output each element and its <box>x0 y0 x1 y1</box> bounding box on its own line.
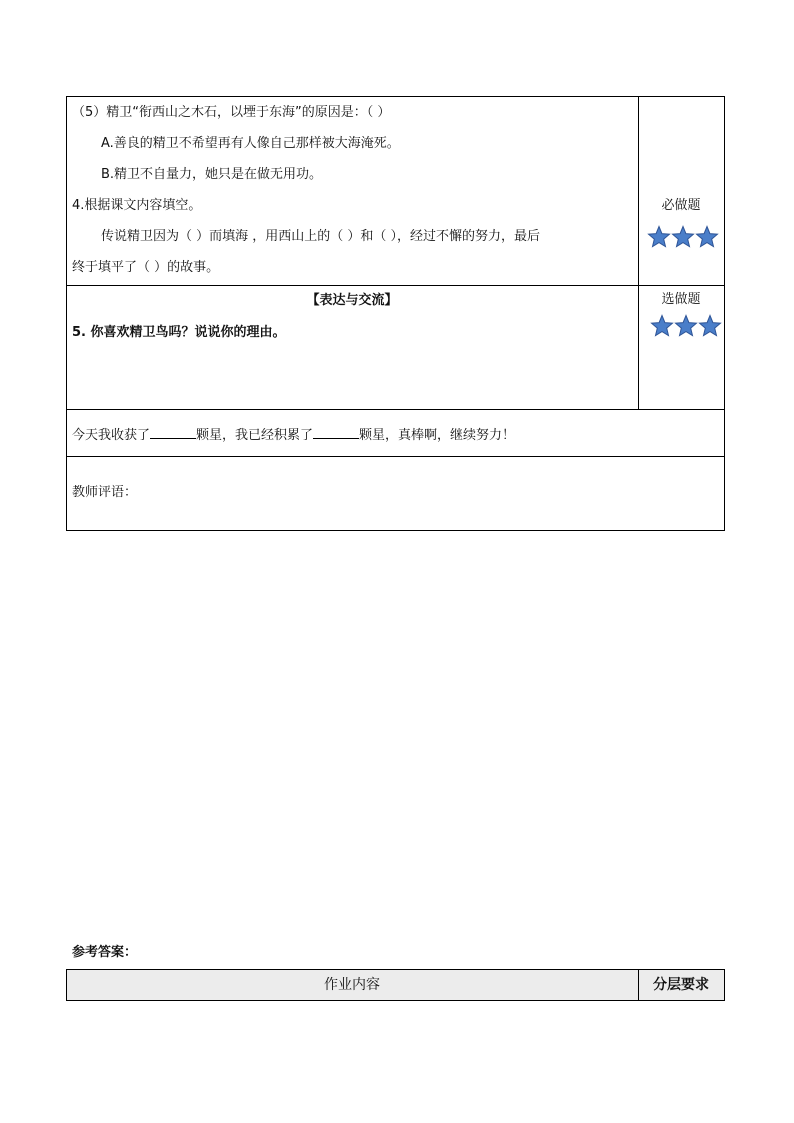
star-summary-part1: 今天我收获了 <box>72 428 151 443</box>
option-b: B.精卫不自量力，她只是在做无用功。 <box>101 167 323 182</box>
star-icon <box>671 225 695 249</box>
star-icon <box>647 225 671 249</box>
star-icon <box>674 314 698 338</box>
question-4-line-2: 终于填平了（ ）的故事。 <box>72 260 220 275</box>
option-a: A.善良的精卫不希望再有人像自己那样被大海淹死。 <box>101 136 400 151</box>
question-4-line-1: 传说精卫因为（ ）而填海 ，用西山上的（ ）和（ ），经过不懈的努力，最后 <box>101 229 541 244</box>
star-summary <box>72 426 515 444</box>
level-required: 必做题 <box>661 198 701 213</box>
level-optional: 选做题 <box>661 292 701 307</box>
answers-title: 参考答案： <box>72 945 138 960</box>
accumulated-stars-blank[interactable] <box>313 426 359 439</box>
star-icon <box>695 225 719 249</box>
column-header-level: 分层要求 <box>653 977 709 993</box>
earned-stars-blank[interactable] <box>150 426 196 439</box>
star-icon <box>650 314 674 338</box>
star-summary-part3: 颗星，真棒啊，继续努力！ <box>359 428 516 443</box>
rating-stars-required <box>647 225 719 249</box>
question-5-open: 5. 你喜欢精卫鸟吗？说说你的理由。 <box>72 325 286 340</box>
column-header-content: 作业内容 <box>324 977 380 993</box>
question-4: 4.根据课文内容填空。 <box>72 198 202 213</box>
rating-stars-optional <box>650 314 722 338</box>
teacher-comment-label: 教师评语： <box>72 485 138 500</box>
star-summary-part2: 颗星，我已经积累了 <box>196 428 314 443</box>
question-5: （5）精卫“衔西山之木石，以堙于东海”的原因是：（ ） <box>72 105 391 120</box>
section-heading: 【表达与交流】 <box>306 293 398 308</box>
star-icon <box>698 314 722 338</box>
